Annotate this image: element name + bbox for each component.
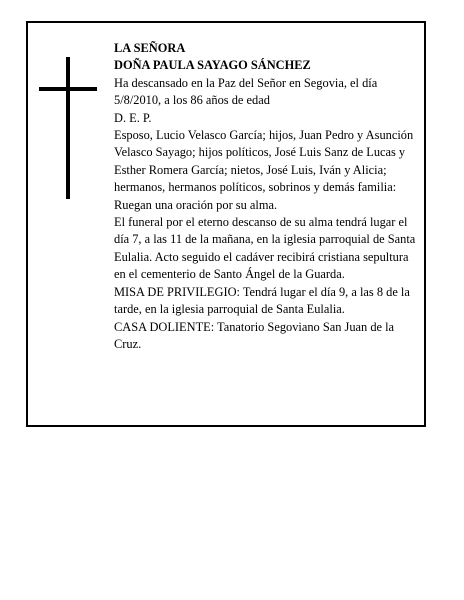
cross-vertical-bar	[66, 57, 70, 199]
funeral-details: El funeral por el eterno descanso de su alma tendrá lugar el día 7, a las 11 de la mañana, en la iglesia parroquial de Santa Eulalia. Acto seguido el cadáver recibirá cristiana sepultura en el cementerio de Santo Ángel de la Guarda.	[114, 215, 416, 282]
notice-title-line-1: LA SEÑORA	[114, 41, 186, 55]
prayer-request: Ruegan una oración por su alma.	[114, 197, 278, 212]
deceased-name: DOÑA PAULA SAYAGO SÁNCHEZ	[114, 58, 311, 73]
rip-text: D. E. P.	[114, 110, 152, 125]
notice-text	[114, 40, 416, 353]
family-list: Esposo, Lucio Velasco García; hijos, Juan Pedro y Asunción Velasco Sayago; hijos políticos, José Luis Sanz de Lucas y Esther Romera García; nietos, José Luis, Iván y Alicia; hermanos, hermanos políticos, sobrinos y demás familia:	[114, 128, 414, 195]
cross-icon	[39, 57, 97, 199]
cross-horizontal-bar	[39, 87, 97, 91]
privilege-mass-details: MISA DE PRIVILEGIO: Tendrá lugar el día 9, a las 8 de la tarde, en la iglesia parroquial de Santa Eulalia.	[114, 284, 410, 317]
death-announcement: Ha descansado en la Paz del Señor en Segovia, el día 5/8/2010, a los 86 años de edad	[114, 75, 378, 108]
mourning-house-details: CASA DOLIENTE: Tanatorio Segoviano San Juan de la Cruz.	[114, 319, 395, 351]
obituary-notice	[26, 21, 426, 427]
